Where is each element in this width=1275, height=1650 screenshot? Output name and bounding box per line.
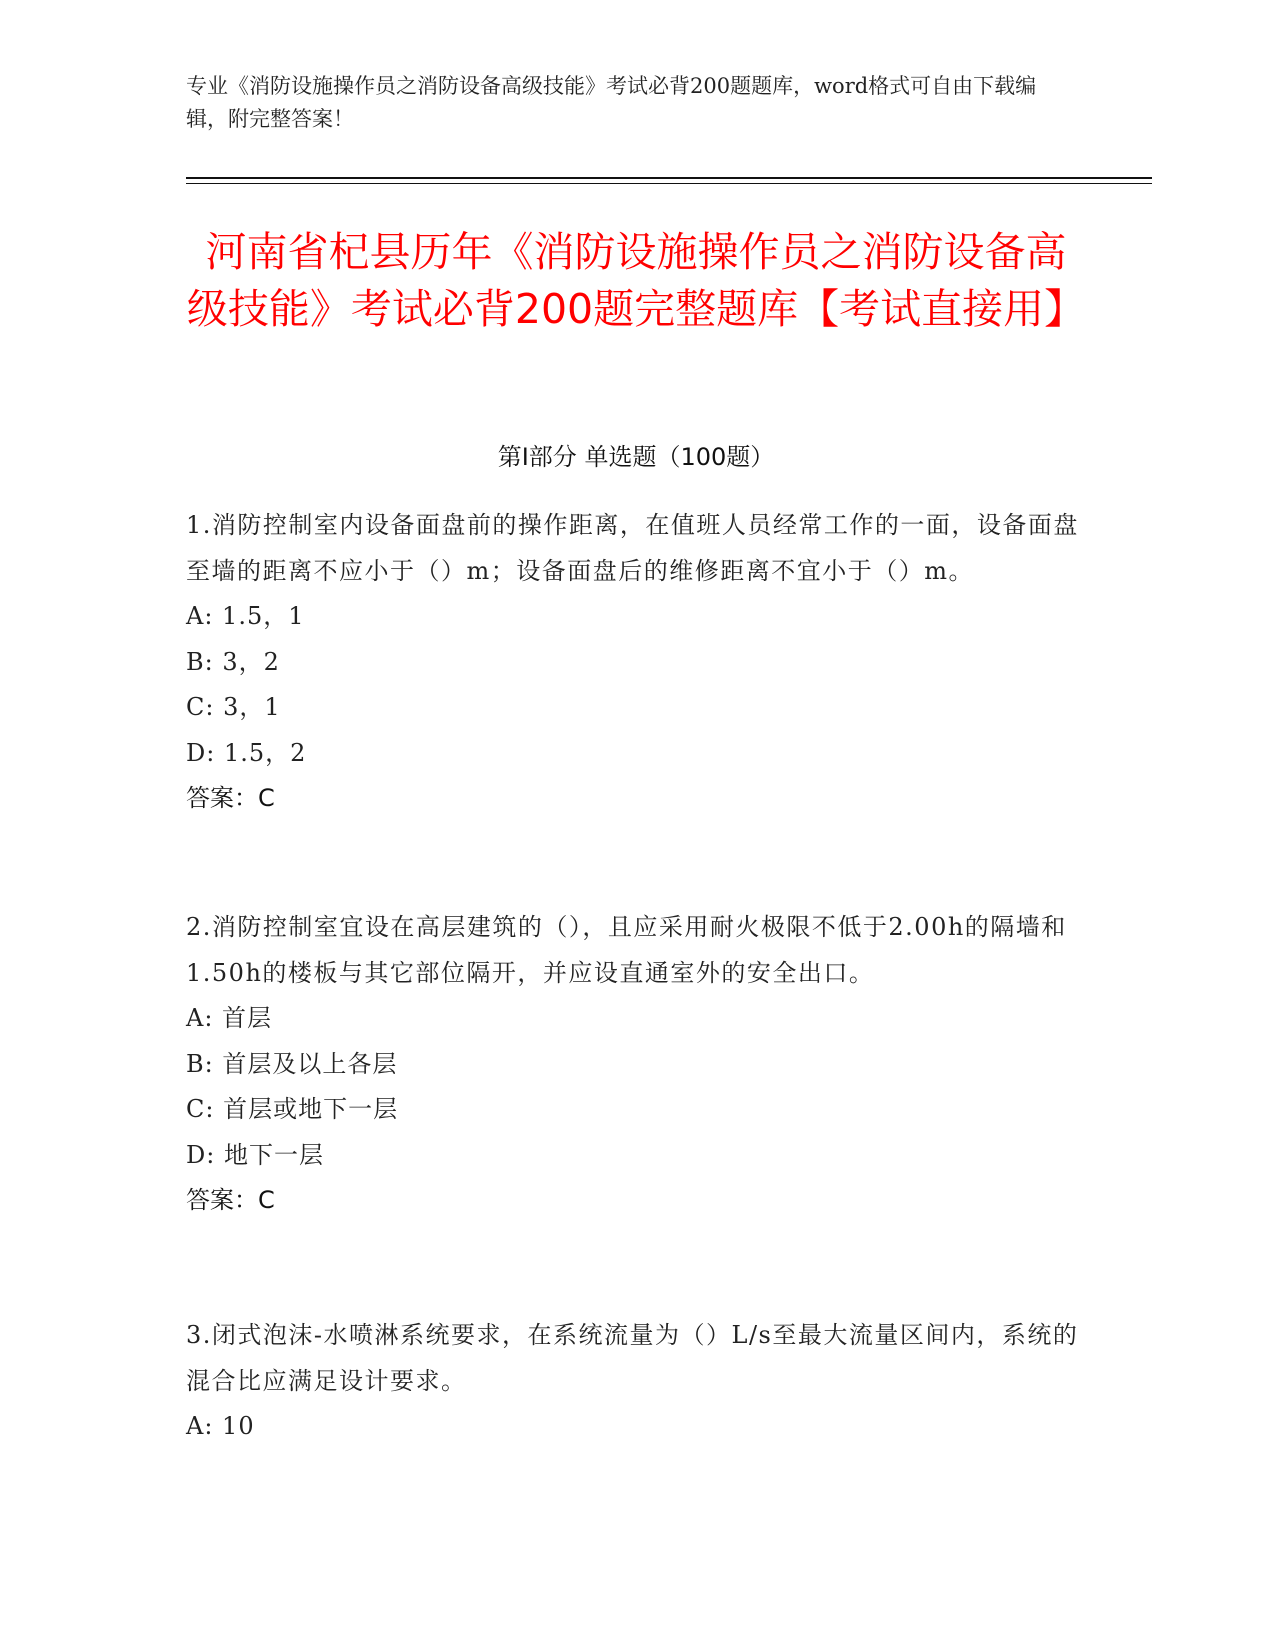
option-b: B: 3，2 [186, 647, 280, 676]
option-b: B: 首层及以上各层 [186, 1049, 398, 1078]
question-stem: 3.闭式泡沫-水喷淋系统要求，在系统流量为（）L/s至最大流量区间内，系统的混合比应满足设计要求。 [186, 1321, 1079, 1395]
question-stem: 2.消防控制室宜设在高层建筑的（），且应采用耐火极限不低于2.00h的隔墙和1.50h的楼板与其它部位隔开，并应设直通室外的安全出口。 [186, 913, 1067, 987]
answer-line: 答案：C [186, 1186, 275, 1214]
section-heading: 第I部分 单选题（100题） [497, 443, 775, 471]
question-1 [186, 503, 1096, 822]
header-note: 专业《消防设施操作员之消防设备高级技能》考试必背200题题库，word格式可自由下载编辑，附完整答案！ [186, 74, 1037, 131]
option-a: A: 10 [186, 1412, 255, 1440]
option-d: D: 1.5，2 [186, 738, 307, 767]
question-2 [186, 905, 1096, 1224]
option-c: C: 3，1 [186, 693, 281, 721]
header-divider-thick [186, 177, 1152, 179]
answer-line: 答案：C [186, 784, 275, 812]
question-stem: 1.消防控制室内设备面盘前的操作距离，在值班人员经常工作的一面，设备面盘至墙的距离不应小于（）m；设备面盘后的维修距离不宜小于（）m。 [186, 511, 1079, 585]
option-a: A: 1.5，1 [186, 602, 305, 630]
question-3 [186, 1313, 1096, 1450]
option-d: D: 地下一层 [186, 1140, 324, 1169]
option-c: C: 首层或地下一层 [186, 1095, 399, 1123]
option-a: A: 首层 [186, 1004, 273, 1032]
document-title: 河南省杞县历年《消防设施操作员之消防设备高级技能》考试必背200题完整题库【考试直接用】 [186, 228, 1086, 333]
header-divider-thin [186, 183, 1152, 184]
